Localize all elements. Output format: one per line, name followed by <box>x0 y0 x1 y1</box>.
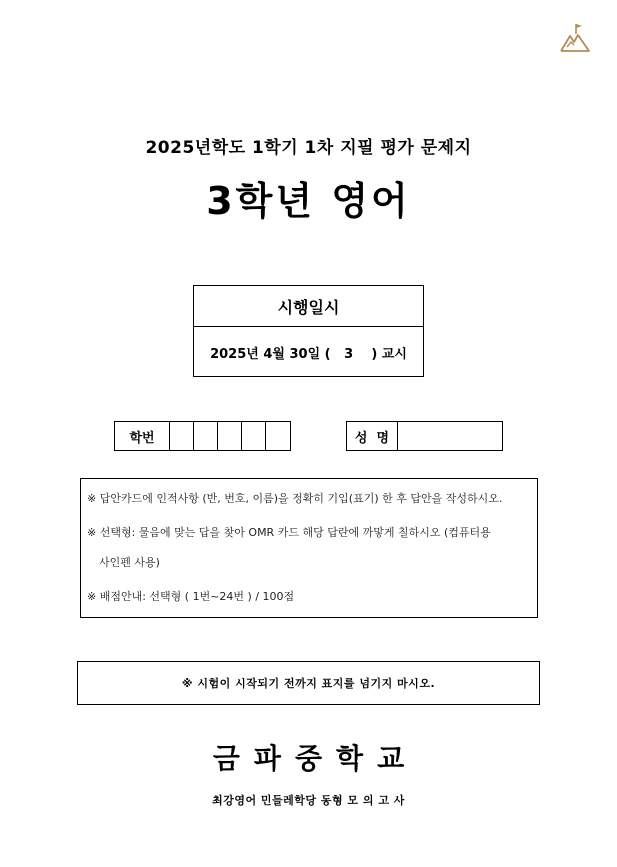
student-name-label: 성 명 <box>347 422 398 450</box>
student-id-cell[interactable] <box>266 422 290 450</box>
exam-datetime-value: 2025년 4월 30일 ( 3 ) 교시 <box>210 346 407 362</box>
student-id-cell[interactable] <box>242 422 266 450</box>
student-id-cell[interactable] <box>194 422 218 450</box>
exam-subtitle: 2025년학도 1학기 1차 지필 평가 문제지 <box>145 138 472 158</box>
instruction-line: 사인펜 사용) <box>99 556 160 569</box>
student-id-label: 학번 <box>115 422 170 450</box>
student-name-field[interactable] <box>398 422 502 450</box>
warning-box: ※ 시험이 시작되기 전까지 표지를 넘기지 마시오. <box>77 661 540 705</box>
school-name: 금파중학교 <box>212 742 419 775</box>
student-id-cell[interactable] <box>170 422 194 450</box>
student-id-cell[interactable] <box>218 422 242 450</box>
exam-datetime-heading: 시행일시 <box>194 286 423 327</box>
instruction-line: ※ 선택형: 물음에 맞는 답을 찾아 OMR 카드 해당 답란에 까맣게 칠하시오 (컴퓨터용 <box>87 526 491 539</box>
footer-text: 최강영어 민들레학당 동형 모 의 고 사 <box>212 794 405 807</box>
instruction-line: ※ 배점안내: 선택형 ( 1번~24번 ) / 100점 <box>87 590 295 603</box>
student-id-table <box>114 421 291 451</box>
exam-title: 3학년 영어 <box>206 179 411 223</box>
instruction-line: ※ 답안카드에 인적사항 (반, 번호, 이름)을 정확히 기입(표기) 한 후 답안을 작성하시오. <box>87 492 503 505</box>
student-name-table <box>346 421 503 451</box>
mountain-flag-logo-icon <box>559 20 591 54</box>
instructions-box <box>80 478 538 618</box>
exam-datetime-box <box>193 285 424 377</box>
